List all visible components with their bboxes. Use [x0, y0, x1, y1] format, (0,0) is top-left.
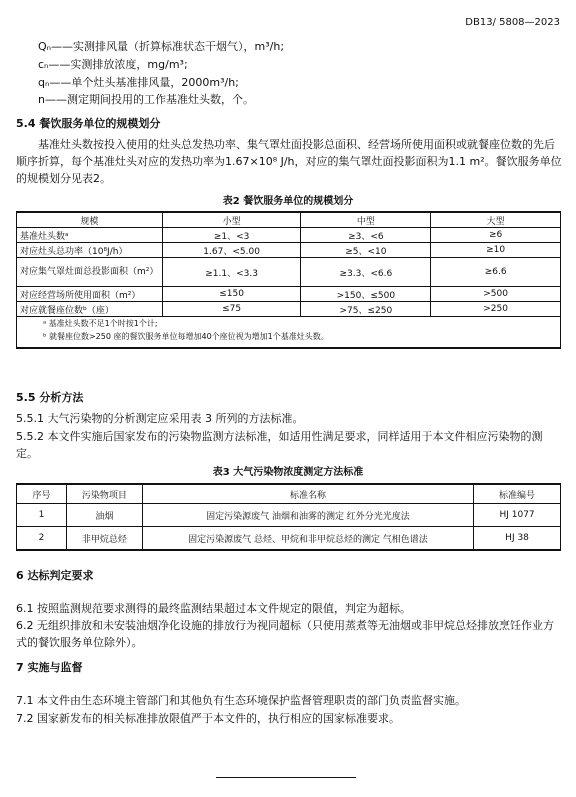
- definition-cn: cₙ——实测排放浓度，mg/m³;: [38, 58, 188, 71]
- table3-header-row: [17, 484, 561, 504]
- table3-header-cell: 标准名称: [142, 484, 473, 504]
- table2-cell: 对应就餐座位数ᵇ（座）: [17, 302, 163, 317]
- table3-cell: 2: [17, 527, 67, 551]
- table2-note: ᵇ 就餐座位数>250 座的餐饮服务单位每增加40个座位视为增加1个基准灶头数。: [17, 330, 561, 348]
- table2-note-row: [17, 330, 561, 348]
- section-5-5-1: 5.5.1 大气污染物的分析测定应采用表 3 所列的方法标准。: [16, 412, 304, 425]
- section-7-heading: 7 实施与监督: [16, 661, 83, 674]
- section-5-4-paragraph: 基准灶头数按投入使用的灶头总发热功率、集气罩灶面投影总面积、经营场所使用面积或就餐座位数的先后顺序折算，每个基准灶头对应的发热功率为1.67×10⁸ J/h，对应的集气罩灶面投影面积为1.1 m²。餐饮服务单位的规模划分见表2。: [16, 138, 562, 185]
- table3-header-cell: 序号: [17, 484, 67, 504]
- table2-cell: 对应经营场所使用面积（m²）: [17, 287, 163, 302]
- table-row: [17, 504, 561, 527]
- table-row: [17, 228, 561, 243]
- table2: [16, 211, 561, 349]
- definition-n: n——测定期间投用的工作基准灶头数，个。: [38, 93, 254, 106]
- section-6-heading: 6 达标判定要求: [16, 569, 94, 582]
- table2-cell: ≥10: [431, 243, 561, 258]
- definition-qn: Qₙ——实测排风量（折算标准状态干烟气），m³/h;: [38, 40, 285, 53]
- section-5-5-2: 5.5.2 本文件实施后国家发布的污染物监测方法标准，如适用性满足要求，同样适用于本文件相应污染物的测定。: [16, 430, 543, 460]
- definition-qb: qₙ——单个灶头基准排风量，2000m³/h;: [38, 76, 239, 89]
- table2-cell: ≤150: [162, 287, 301, 302]
- table3-caption: 表3 大气污染物浓度测定方法标准: [212, 467, 364, 478]
- table-row: [17, 287, 561, 302]
- table2-header-cell: 规模: [17, 212, 163, 228]
- table3-cell: 油烟: [66, 504, 142, 527]
- table-row: [17, 302, 561, 317]
- table3-cell: 固定污染源废气 油烟和油雾的测定 红外分光光度法: [142, 504, 473, 527]
- table2-cell: ≥3.3、<6.6: [301, 258, 431, 287]
- table2-cell: >150、≤500: [301, 287, 431, 302]
- table2-header-cell: 中型: [301, 212, 431, 228]
- table2-header-row: [17, 212, 561, 228]
- table2-cell: ≥3、<6: [301, 228, 431, 243]
- table2-cell: 基准灶头数ᵃ: [17, 228, 163, 243]
- table3-header-cell: 污染物项目: [66, 484, 142, 504]
- document-code: DB13/ 5808—2023: [465, 17, 560, 28]
- table2-cell: ≥6: [431, 228, 561, 243]
- table2-cell: >250: [431, 302, 561, 317]
- table2-note-row: [17, 317, 561, 331]
- table2-cell: >500: [431, 287, 561, 302]
- end-rule: [216, 777, 356, 778]
- table3-cell: 1: [17, 504, 67, 527]
- section-7-2: 7.2 国家新发布的相关标准排放限值严于本文件的，执行相应的国家标准要求。: [16, 712, 400, 725]
- section-5-5-heading: 5.5 分析方法: [16, 391, 84, 404]
- table2-caption: 表2 餐饮服务单位的规模划分: [222, 196, 354, 207]
- table2-cell: ≤75: [162, 302, 301, 317]
- table3-cell: 固定污染源废气 总烃、甲烷和非甲烷总烃的测定 气相色谱法: [142, 527, 473, 551]
- table-row: [17, 243, 561, 258]
- table2-cell: ≥1.1、<3.3: [162, 258, 301, 287]
- table2-cell: ≥1、<3: [162, 228, 301, 243]
- table2-cell: 1.67、<5.00: [162, 243, 301, 258]
- table3-header-cell: 标准编号: [474, 484, 561, 504]
- table2-header-cell: 小型: [162, 212, 301, 228]
- section-6-2: 6.2 无组织排放和未安装油烟净化设施的排放行为视同超标（只使用蒸煮等无油烟或非甲烷总烃排放烹饪作业方式的餐饮服务单位除外）。: [16, 619, 554, 649]
- section-6-1: 6.1 按照监测规范要求测得的最终监测结果超过本文件规定的限值，判定为超标。: [16, 602, 411, 615]
- table3-cell: 非甲烷总烃: [66, 527, 142, 551]
- table3-cell: HJ 1077: [474, 504, 561, 527]
- table-row: [17, 258, 561, 287]
- table2-note: ᵃ 基准灶头数不足1个时按1个计;: [17, 317, 561, 331]
- table2-cell: 对应集气罩灶面总投影面积（m²）: [17, 258, 163, 287]
- table2-cell: 对应灶头总功率（10⁸J/h）: [17, 243, 163, 258]
- section-7-1: 7.1 本文件由生态环境主管部门和其他负有生态环境保护监督管理职责的部门负责监督实施。: [16, 694, 466, 707]
- table-row: [17, 527, 561, 551]
- table2-cell: >75、≤250: [301, 302, 431, 317]
- table3-cell: HJ 38: [474, 527, 561, 551]
- table3: [16, 483, 561, 551]
- table2-header-cell: 大型: [431, 212, 561, 228]
- section-5-4-heading: 5.4 餐饮服务单位的规模划分: [16, 117, 161, 130]
- table2-cell: ≥6.6: [431, 258, 561, 287]
- table2-cell: ≥5、<10: [301, 243, 431, 258]
